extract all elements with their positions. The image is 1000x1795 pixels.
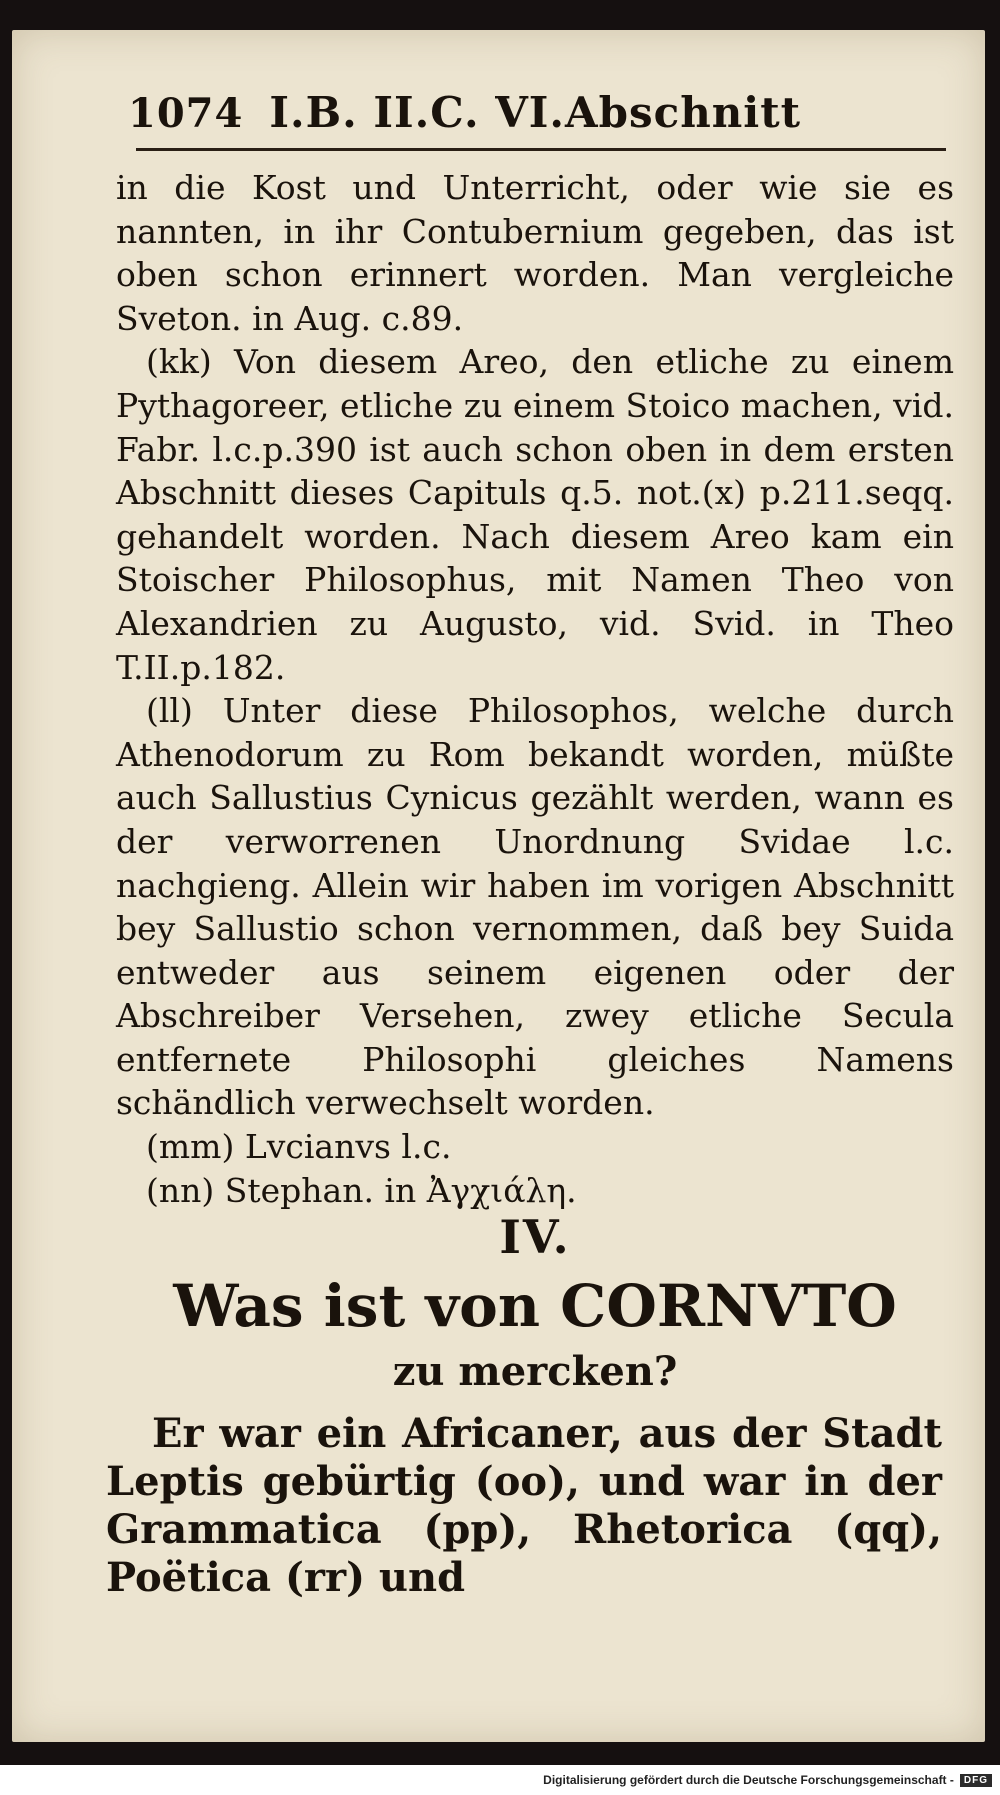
header-rule bbox=[136, 148, 946, 151]
section-title: Was ist von CORNVTO bbox=[173, 1272, 897, 1340]
footnote-kk: (kk) Von diesem Areo, den etliche zu einem Pythagoreer, etliche zu einem Stoico machen, vid. Fabr. l.c.p.390 ist auch schon oben in dem ersten Abschnitt dieses Capituls q.5. not.(x) p.211.seqq. gehandelt worden. Nach diesem Areo kam ein Stoischer Philosophus, mit Namen Theo von Alexandrien zu Augusto, vid. Svid. in Theo T.II.p.182. bbox=[116, 342, 954, 687]
section-subtitle: zu mercken? bbox=[392, 1348, 678, 1395]
footnote-ll: (ll) Unter diese Philosophos, welche durch Athenodorum zu Rom bekandt worden, müßte auch Sallustius Cynicus gezählt werden, wann es der verworrenen Unordnung Svidae l.c. nachgieng. Allein wir haben im vorigen Abschnitt bey Sallustio schon vernommen, daß bey Suida entweder aus seinem eigenen oder der Abschreiber Versehen, zwey etliche Secula entfernete Philosophi gleiches Namens schändlich verwechselt worden. bbox=[116, 691, 954, 1123]
footnotes-block bbox=[116, 166, 954, 1212]
dfg-logo: DFG bbox=[960, 1774, 992, 1787]
section-number: IV. bbox=[499, 1210, 571, 1264]
running-title: I.B. II.C. VI.Abschnitt bbox=[269, 88, 802, 137]
body-paragraph: Er war ein Africaner, aus der Stadt Leptis gebürtig (oo), und war in der Grammatica (pp), Rhetorica (qq), Poëtica (rr) und bbox=[106, 1410, 942, 1601]
page-header bbox=[128, 88, 948, 150]
credit-text: Digitalisierung gefördert durch die Deutsche Forschungsgemeinschaft - bbox=[543, 1773, 954, 1787]
page-number: 1074 bbox=[128, 90, 244, 137]
footnote-mm: (mm) Lvcianvs l.c. bbox=[146, 1127, 452, 1167]
footnote-continuation: in die Kost und Unterricht, oder wie sie es nannten, in ihr Contubernium gegeben, das ist oben schon erinnert worden. Man vergleiche Sveton. in Aug. c.89. bbox=[116, 168, 954, 338]
body-text bbox=[106, 1410, 942, 1602]
footnote-nn: (nn) Stephan. in Ἀγχιάλη. bbox=[146, 1170, 577, 1210]
digitization-credit bbox=[543, 1773, 992, 1787]
